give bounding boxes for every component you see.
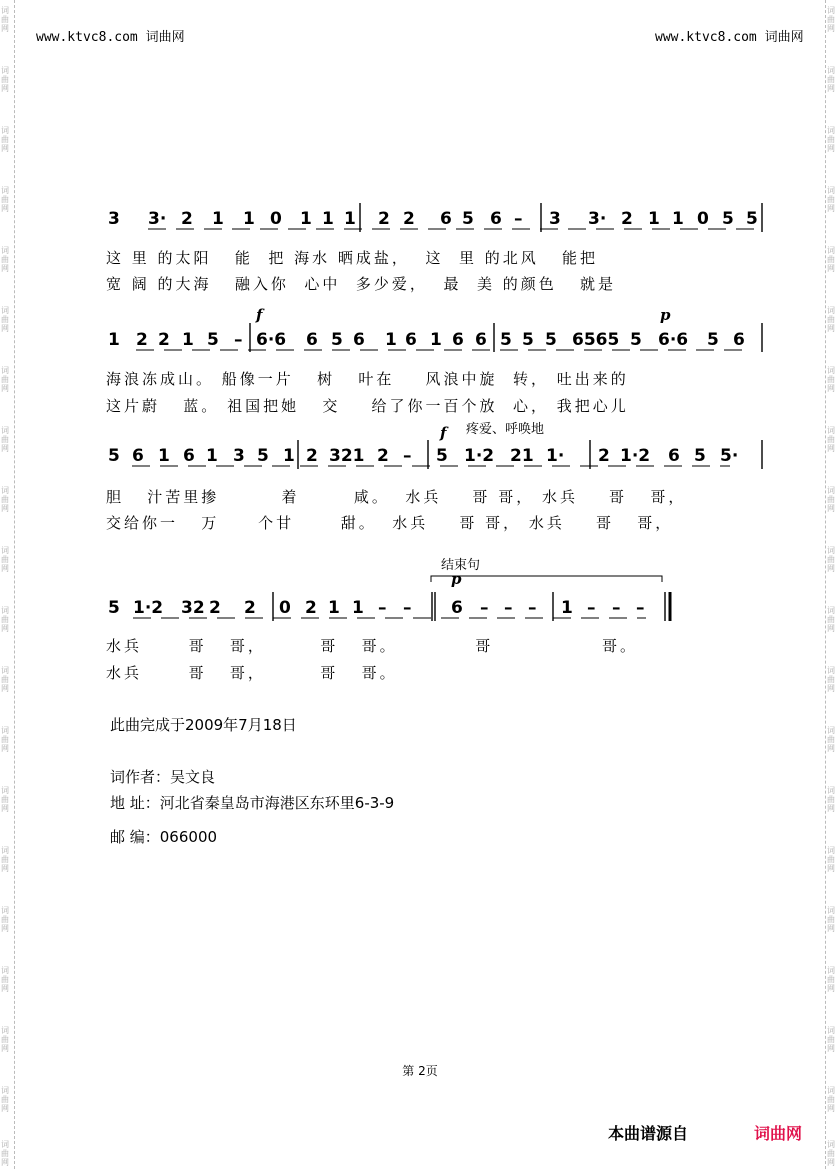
- score-note: –: [403, 598, 412, 618]
- score-line-2: [108, 330, 745, 350]
- score-note: 2: [377, 446, 389, 466]
- watermark-text: 词曲网: [1, 6, 9, 33]
- lyric-line-2b: 这片蔚 蓝。 祖国把她 交 给了你一百个放 心， 我把心儿: [106, 397, 629, 415]
- score-line-3: [108, 446, 738, 466]
- lyric-line-1a: 这 里 的太阳 能 把 海水 晒成盐， 这 里 的北风 能把: [106, 249, 599, 267]
- watermark-text: 词曲网: [827, 366, 835, 393]
- score-note: 1: [352, 598, 364, 618]
- score-note: 6: [668, 446, 680, 466]
- header-site-name: 词曲网: [764, 30, 804, 45]
- watermark-text: 词曲网: [1, 486, 9, 513]
- score-note: 32: [181, 598, 205, 618]
- score-note: 5: [207, 330, 219, 350]
- watermark-text: 词曲网: [827, 246, 835, 273]
- header-site-link[interactable]: www.ktvc8.com: [655, 30, 757, 45]
- watermark-text: 词曲网: [827, 966, 835, 993]
- score-note: 321: [329, 446, 365, 466]
- score-note: 6·6: [658, 330, 689, 350]
- dynamic-forte: f: [256, 306, 263, 324]
- score-note: 1: [561, 598, 573, 618]
- score-note: 1: [322, 209, 334, 229]
- watermark-text: 词曲网: [1, 246, 9, 273]
- score-note: –: [234, 330, 243, 350]
- watermark-text: 词曲网: [827, 546, 835, 573]
- watermark-text: 词曲网: [1, 1086, 9, 1113]
- score-note: 1: [283, 446, 295, 466]
- expression-annotation: 疼爱、呼唤地: [466, 422, 545, 437]
- score-note: 5: [630, 330, 642, 350]
- score-note: 3: [549, 209, 561, 229]
- score-note: 1·: [546, 446, 565, 466]
- watermark-text: 词曲网: [827, 186, 835, 213]
- watermark-text: 词曲网: [1, 1140, 9, 1167]
- score-note: 6: [440, 209, 452, 229]
- score-note: 1: [212, 209, 224, 229]
- score-note: 6: [733, 330, 745, 350]
- lyric-line-4b: 水兵 哥 哥， 哥 哥。: [106, 664, 398, 682]
- watermark-text: 词曲网: [827, 486, 835, 513]
- watermark-text: 词曲网: [827, 66, 835, 93]
- header-site-link[interactable]: www.ktvc8.com: [36, 30, 138, 45]
- score-note: 2: [621, 209, 633, 229]
- score-note: 5: [722, 209, 734, 229]
- page-number: 第 2页: [402, 1064, 438, 1078]
- watermark-text: 词曲网: [1, 306, 9, 333]
- score-line-4: [108, 598, 646, 618]
- score-note: 2: [378, 209, 390, 229]
- score-note: –: [587, 598, 596, 618]
- score-note: 2: [598, 446, 610, 466]
- score-note: 2: [181, 209, 193, 229]
- score-note: 3·: [588, 209, 607, 229]
- score-note: –: [504, 598, 513, 618]
- score-line-1: [108, 209, 758, 229]
- score-note: –: [514, 209, 523, 229]
- watermark-text: 词曲网: [827, 6, 835, 33]
- score-note: 6: [405, 330, 417, 350]
- score-note: 5: [500, 330, 512, 350]
- watermark-text: 词曲网: [827, 1086, 835, 1113]
- completion-note: 此曲完成于2009年7月18日: [110, 716, 297, 734]
- score-note: 1: [385, 330, 397, 350]
- score-note: 6: [132, 446, 144, 466]
- score-note: 1: [430, 330, 442, 350]
- watermark-text: 词曲网: [827, 666, 835, 693]
- dynamic-piano: p: [660, 306, 671, 324]
- score-note: 1: [648, 209, 660, 229]
- watermark-text: 词曲网: [1, 786, 9, 813]
- score-note: 5: [522, 330, 534, 350]
- watermark-text: 词曲网: [1, 846, 9, 873]
- watermark-text: 词曲网: [1, 666, 9, 693]
- score-note: –: [636, 598, 645, 618]
- score-note: 0: [270, 209, 282, 229]
- dynamic-forte: f: [440, 424, 447, 442]
- score-note: 0: [697, 209, 709, 229]
- score-note: 1·2: [620, 446, 651, 466]
- source-label: 本曲谱源自: [608, 1124, 689, 1143]
- score-note: 5·: [720, 446, 739, 466]
- score-note: –: [612, 598, 621, 618]
- score-note: 1·2: [464, 446, 495, 466]
- lyric-line-3a: 胆 汁苦里掺 着 咸。 水兵 哥 哥， 水兵 哥 哥，: [106, 488, 687, 506]
- score-note: 1: [344, 209, 356, 229]
- watermark-text: 词曲网: [1, 906, 9, 933]
- score-note: 2: [136, 330, 148, 350]
- score-note: 2: [244, 598, 256, 618]
- watermark-text: 词曲网: [1, 66, 9, 93]
- score-note: 6·6: [256, 330, 287, 350]
- watermark-text: 词曲网: [1, 726, 9, 753]
- watermark-text: 词曲网: [1, 606, 9, 633]
- score-note: 1: [182, 330, 194, 350]
- score-note: 6: [452, 330, 464, 350]
- score-note: 2: [209, 598, 221, 618]
- score-note: 5: [462, 209, 474, 229]
- score-note: 2: [158, 330, 170, 350]
- source-site-link[interactable]: 词曲网: [754, 1124, 803, 1143]
- score-note: 21: [510, 446, 534, 466]
- score-note: 0: [279, 598, 291, 618]
- watermark-text: 词曲网: [827, 726, 835, 753]
- watermark-text: 词曲网: [827, 126, 835, 153]
- score-note: 2: [403, 209, 415, 229]
- watermark-text: 词曲网: [827, 906, 835, 933]
- score-note: 1: [108, 330, 120, 350]
- lyricist-info: 词作者：吴文良: [110, 768, 216, 786]
- dynamic-piano: p: [451, 570, 462, 588]
- lyric-line-2a: 海浪冻成山。 船像一片 树 叶在 风浪中旋 转， 吐出来的: [106, 370, 629, 388]
- watermark-text: 词曲网: [1, 126, 9, 153]
- watermark-text: 词曲网: [1, 546, 9, 573]
- score-note: 6: [475, 330, 487, 350]
- score-note: 5: [257, 446, 269, 466]
- score-note: –: [403, 446, 412, 466]
- score-note: 3: [233, 446, 245, 466]
- score-note: 1: [300, 209, 312, 229]
- score-note: 3: [108, 209, 120, 229]
- watermark-text: 词曲网: [827, 426, 835, 453]
- header-site-name: 词曲网: [145, 30, 185, 45]
- score-note: –: [480, 598, 489, 618]
- score-note: –: [378, 598, 387, 618]
- watermark-text: 词曲网: [827, 846, 835, 873]
- score-note: 5: [108, 446, 120, 466]
- score-note: 5: [545, 330, 557, 350]
- score-note: 1: [158, 446, 170, 466]
- score-note: 6565: [572, 330, 620, 350]
- score-note: 5: [746, 209, 758, 229]
- ending-bracket: [431, 576, 662, 582]
- score-note: 5: [108, 598, 120, 618]
- watermark-text: 词曲网: [827, 786, 835, 813]
- score-note: 5: [331, 330, 343, 350]
- score-note: 6: [451, 598, 463, 618]
- address-info: 地 址：河北省秦皇岛市海港区东环里6-3-9: [110, 794, 395, 812]
- watermark-text: 词曲网: [827, 1140, 835, 1167]
- score-note: 2: [306, 446, 318, 466]
- score-note: 3·: [148, 209, 167, 229]
- lyric-line-1b: 宽 阔 的大海 融入你 心中 多少爱， 最 美 的颜色 就是: [106, 275, 617, 293]
- watermark-text: 词曲网: [827, 606, 835, 633]
- lyric-line-4a: 水兵 哥 哥， 哥 哥。 哥 哥。: [106, 637, 639, 655]
- score-note: 1·2: [133, 598, 164, 618]
- watermark-text: 词曲网: [1, 966, 9, 993]
- score-note: 1: [243, 209, 255, 229]
- score-note: –: [528, 598, 537, 618]
- lyric-line-3b: 交给你一 万 个甘 甜。 水兵 哥 哥， 水兵 哥 哥，: [106, 514, 674, 532]
- score-note: 5: [707, 330, 719, 350]
- ending-annotation: 结束句: [441, 558, 481, 573]
- postcode-info: 邮 编：066000: [110, 828, 218, 846]
- watermark-text: 词曲网: [1, 426, 9, 453]
- score-note: 5: [694, 446, 706, 466]
- score-note: 1: [206, 446, 218, 466]
- score-note: 6: [306, 330, 318, 350]
- watermark-text: 词曲网: [827, 306, 835, 333]
- score-note: 5: [436, 446, 448, 466]
- score-note: 1: [328, 598, 340, 618]
- score-note: 1: [672, 209, 684, 229]
- watermark-text: 词曲网: [1, 1026, 9, 1053]
- watermark-text: 词曲网: [1, 366, 9, 393]
- score-note: 6: [183, 446, 195, 466]
- watermark-text: 词曲网: [827, 1026, 835, 1053]
- watermark-text: 词曲网: [1, 186, 9, 213]
- score-note: 6: [490, 209, 502, 229]
- score-note: 6: [353, 330, 365, 350]
- score-note: 2: [305, 598, 317, 618]
